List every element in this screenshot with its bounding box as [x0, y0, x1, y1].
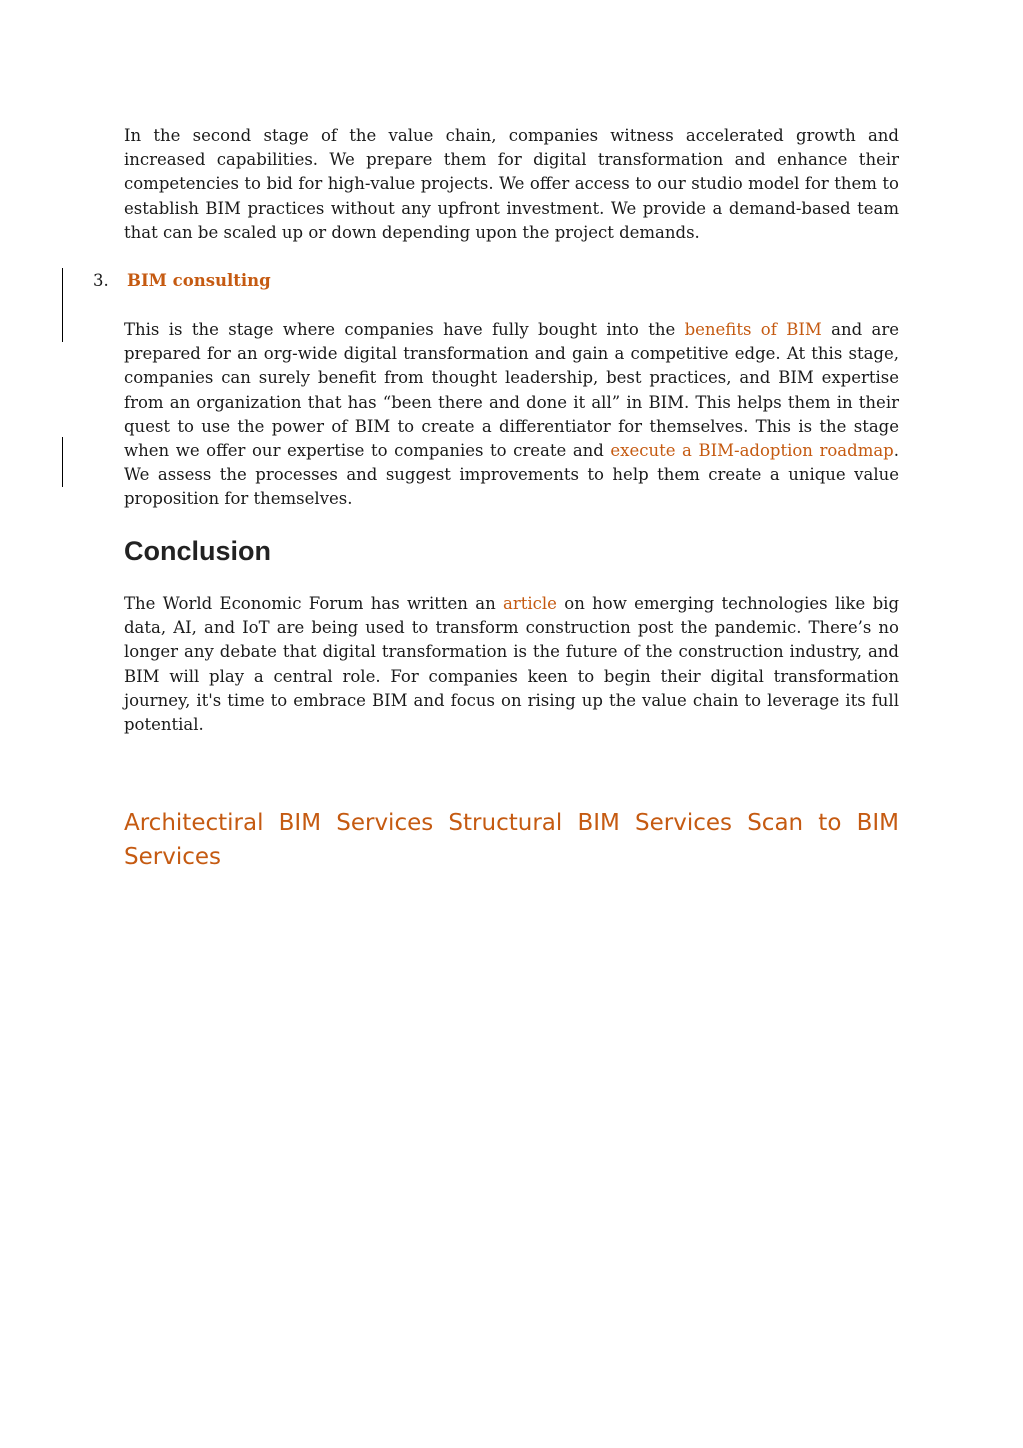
- paragraph-text: . We assess the processes and suggest improvements to help them create a unique value proposition for themselves.: [124, 441, 899, 509]
- paragraph-text: on how emerging technologies like big data, AI, and IoT are being used to transform construction post the pandemic. There’s no longer any debate that digital transformation is the future of the construction industry, and BIM will play a central role. For companies keen to begin their digital transformation journey, it's time to embrace BIM and focus on rising up the value chain to leverage its full potential.: [124, 594, 900, 735]
- article-link[interactable]: article: [503, 594, 557, 613]
- revision-change-bar: [62, 268, 63, 342]
- list-item-number: 3.: [93, 271, 109, 290]
- paragraph-text: This is the stage where companies have fully bought into the: [124, 320, 685, 339]
- paragraph-value-chain-stage-2: In the second stage of the value chain, companies witness accelerated growth and increased capabilities. We prepare them for digital transformation and enhance their competencies to bid for high-value projects. We offer access to our studio model for them to establish BIM practices without any upfront investment. We provide a demand-based team that can be scaled up or down depending upon the project demands.: [124, 126, 899, 242]
- paragraph-bim-consulting: [124, 318, 899, 512]
- list-item-title-bim-consulting: BIM consulting: [127, 271, 271, 290]
- paragraph-conclusion: [124, 592, 899, 737]
- bim-adoption-roadmap-link[interactable]: execute a BIM-adoption roadmap: [610, 441, 894, 461]
- architectural-bim-services-link[interactable]: Architectiral BIM Services: [124, 810, 434, 836]
- scan-to-bim-services-link[interactable]: Scan to BIM Services: [124, 810, 899, 870]
- structural-bim-services-link[interactable]: Structural BIM Services: [448, 810, 733, 836]
- conclusion-heading: Conclusion: [124, 536, 271, 566]
- paragraph-text: The World Economic Forum has written an: [124, 594, 504, 613]
- benefits-of-bim-link[interactable]: benefits of BIM: [684, 320, 822, 339]
- services-links: [124, 806, 899, 874]
- revision-change-bar: [62, 437, 63, 487]
- paragraph-text: and are prepared for an org-wide digital transformation and gain a competitive edge. At this stage, companies can surely benefit from thought leadership, best practices, and BIM expertise from an organization that has “been there and done it all” in BIM. This helps them in their quest to use the power of BIM to create a differentiator for themselves. This is the stage when we offer our expertise to companies to create and: [124, 320, 899, 461]
